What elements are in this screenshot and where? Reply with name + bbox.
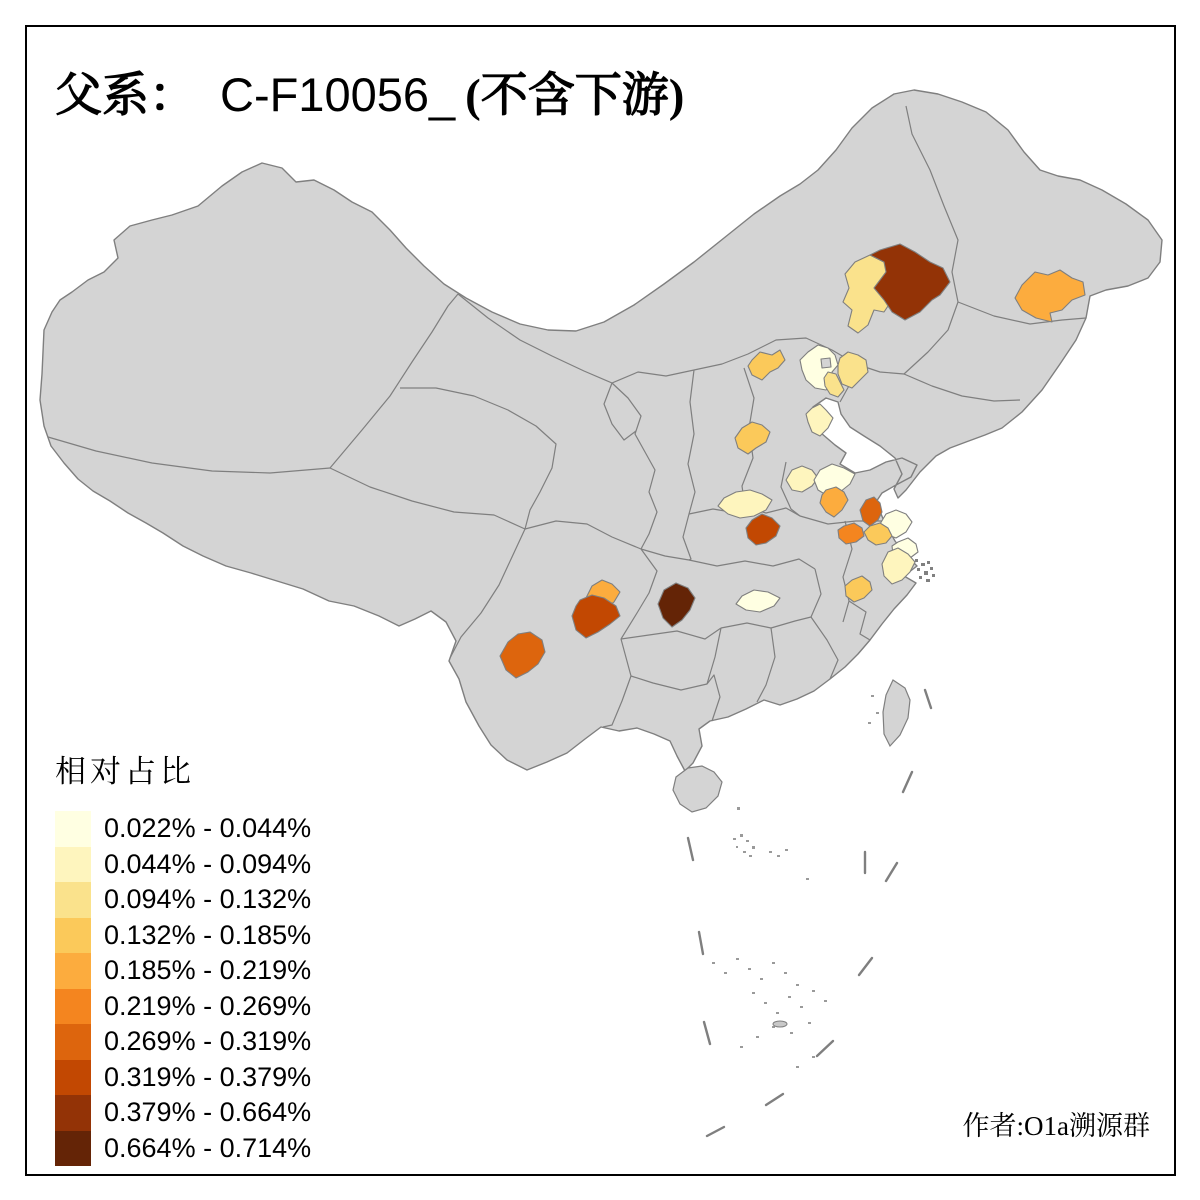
legend-swatch (55, 882, 91, 918)
legend-swatch (55, 953, 91, 989)
legend-label: 0.664% - 0.714% (104, 1132, 312, 1163)
legend-label: 0.269% - 0.319% (104, 1026, 312, 1057)
title-suffix: (不含下游) (465, 70, 685, 122)
legend-label: 0.044% - 0.094% (104, 848, 312, 879)
legend-label: 0.219% - 0.269% (104, 990, 312, 1021)
legend-rows (55, 811, 311, 1166)
title-haplogroup: C-F10056_ (220, 68, 456, 121)
author-credit: 作者:O1a溯源群 (962, 1111, 1150, 1141)
legend-swatch (55, 1024, 91, 1060)
legend-row (55, 1060, 311, 1096)
legend-row (55, 918, 311, 954)
legend-label: 0.022% - 0.044% (104, 813, 312, 844)
taiwan-island (883, 680, 910, 746)
legend-swatch (55, 918, 91, 954)
legend-row (55, 989, 311, 1025)
hainan-island (673, 766, 722, 812)
legend-row (55, 1095, 311, 1131)
legend-label: 0.132% - 0.185% (104, 919, 312, 950)
south-china-sea-islands (712, 695, 879, 1068)
beijing-urban-hole (821, 358, 831, 368)
title-prefix: 父系： (55, 70, 196, 122)
legend-swatch (55, 989, 91, 1025)
legend-row (55, 1024, 311, 1060)
legend-swatch (55, 847, 91, 883)
legend-swatch (55, 1131, 91, 1167)
page-title (55, 58, 684, 125)
legend-swatch (55, 1095, 91, 1131)
legend-row (55, 811, 311, 847)
legend-label: 0.319% - 0.379% (104, 1061, 312, 1092)
legend-swatch (55, 811, 91, 847)
legend-label: 0.379% - 0.664% (104, 1097, 312, 1128)
china-mainland (40, 90, 1162, 771)
legend-label: 0.185% - 0.219% (104, 955, 312, 986)
legend-title: 相对占比 (55, 754, 195, 789)
legend-row (55, 1131, 311, 1167)
south-china-sea-dashes (688, 690, 931, 1136)
legend-row (55, 882, 311, 918)
legend-swatch (55, 1060, 91, 1096)
zhoushan-islands (915, 559, 935, 582)
legend-row (55, 953, 311, 989)
legend-row (55, 847, 311, 883)
legend-label: 0.094% - 0.132% (104, 884, 312, 915)
legend (55, 746, 311, 1166)
